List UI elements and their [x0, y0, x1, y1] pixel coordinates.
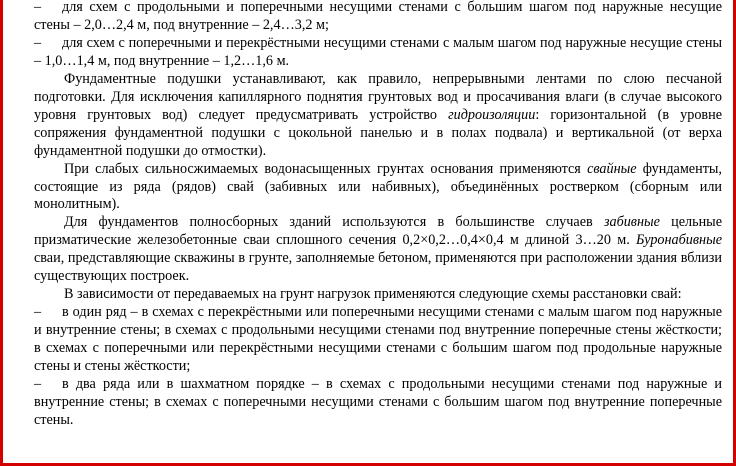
paragraph-text: цельные призматические железобетонные сваи сплошного сечения 0,2×0,2…0,4×0,4 м длиной 3…20 м. [34, 214, 722, 249]
list-dash: – [34, 0, 42, 15]
list-dash: – [34, 304, 42, 321]
paragraph-text: При слабых сильносжимаемых водонасыщенных грунтах основания применяются [64, 160, 588, 177]
list-dash: – [34, 376, 42, 393]
list-item [34, 35, 722, 71]
emphasized-term: свайные [587, 160, 637, 177]
document-body [34, 0, 722, 430]
list-item [34, 304, 722, 376]
paragraph-text: : горизонтальной (в уровне сопряжения фундаментной подушки с цокольной панелью и в полах подвала) и вертикальной (от верха фундаментной подушки до отмостки). [34, 106, 722, 159]
emphasized-term: гидроизоляции [448, 106, 536, 123]
list-item-text: в два ряда или в шахматном порядке – в схемах с продольными несущими стенами под наружные и внутренние стены; в схемах с поперечными несущими стенами с большим шагом под внутренние поперечные стены. [34, 376, 722, 428]
paragraph-text: сваи, представляющие скважины в грунте, заполняемые бетоном, применяются при расположении здания вблизи существующих построек. [34, 250, 722, 285]
paragraph-text: фундаменты, состоящие из ряда (рядов) свай (забивных или набивных), объединённых ростверком (сборным или монолитным). [34, 160, 722, 213]
paragraph-text: Фундаментные подушки устанавливают, как правило, непрерывными лентами по слою песчаной подготовки. Для исключения капиллярного поднятия грунтовых вод и просачивания влаги (в случае высокого уровня грунтовых вод) следует предусматривать устройство [34, 70, 722, 123]
list-item [34, 376, 722, 430]
paragraph [34, 161, 722, 215]
list-dash: – [34, 34, 42, 51]
list-item-text: для схем с поперечными и перекрёстными несущими стенами с малым шагом под наружные несущие стены – 1,0…1,4 м, под внутренние – 1,2…1,6 м. [34, 34, 722, 69]
paragraph [34, 71, 722, 161]
list-item-text: в один ряд – в схемах с перекрёстными или поперечными несущими стенами с малым шагом под наружные и внутренние стены; в схемах с продольными несущими стенами под внутренние поперечные стены жёсткости; в схемах с поперечными или перекрёстными несущими стенами с большим шагом под продольные наружные стены и стены жёсткости; [34, 304, 722, 375]
paragraph-text: Для фундаментов полносборных зданий используются в большинстве случаев [64, 214, 604, 231]
paragraph [34, 214, 722, 286]
paragraph [34, 286, 722, 304]
paragraph-text: В зависимости от передаваемых на грунт нагрузок применяются следующие схемы расстановки свай: [64, 286, 682, 303]
emphasized-term: забивные [603, 214, 660, 231]
list-item [34, 0, 722, 35]
list-item-text: для схем с продольными и поперечными несущими стенами с большим шагом под наружные несущие стены – 2,0…2,4 м, под внутренние – 2,4…3,2 м; [34, 0, 722, 33]
emphasized-term: Буронабивные [636, 232, 722, 249]
